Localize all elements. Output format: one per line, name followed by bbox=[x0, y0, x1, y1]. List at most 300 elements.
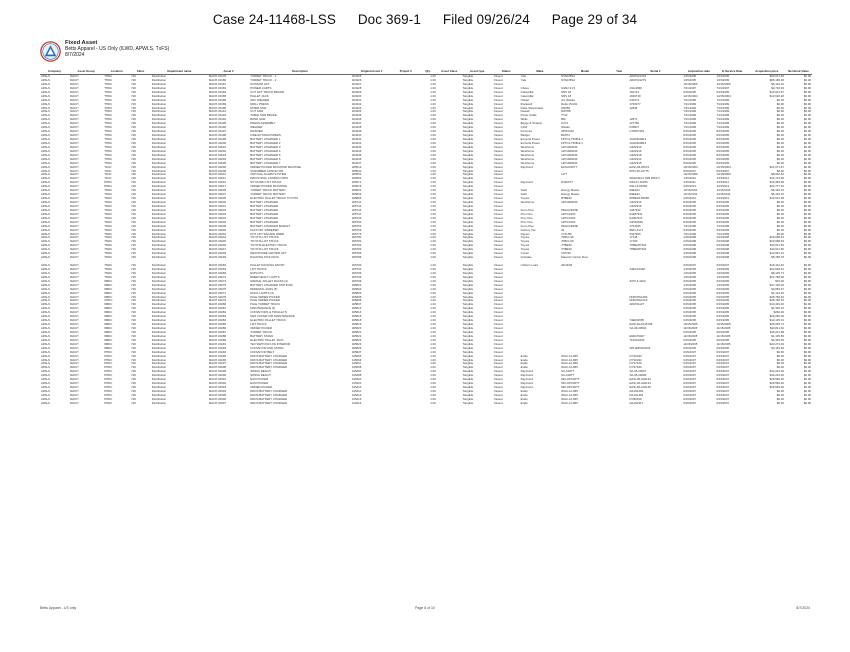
table-cell: 415413 bbox=[351, 397, 362, 401]
table-cell: 415414 bbox=[351, 401, 362, 405]
table-cell: MACH bbox=[70, 295, 79, 299]
table-cell: APALS bbox=[41, 382, 50, 386]
table-cell: FACTORY SWEEPER bbox=[250, 228, 279, 232]
table-cell: MACH bbox=[70, 173, 79, 177]
table-cell: $0.00 bbox=[803, 134, 811, 138]
table-cell: 405578 bbox=[351, 185, 362, 189]
table-cell: 7169G9230 bbox=[629, 338, 645, 342]
table-cell: 405759 bbox=[351, 228, 362, 232]
table-cell: $13,621.87 bbox=[769, 90, 784, 94]
table-cell: PALLET RACKING ENTRY bbox=[250, 264, 285, 268]
table-cell: POWER CARTS bbox=[250, 86, 272, 90]
table-cell: 720 bbox=[131, 197, 136, 201]
table-cell: $28,768.33 bbox=[769, 299, 784, 303]
table-cell: 1.00 bbox=[430, 193, 436, 197]
table-cell: 404343 bbox=[351, 145, 362, 149]
table-cell: 1.00 bbox=[430, 165, 436, 169]
table-cell: $28,569.00 bbox=[769, 378, 784, 382]
table-cell: PHDC bbox=[104, 354, 113, 358]
table-cell: APALS bbox=[41, 161, 50, 165]
table-cell: APALS bbox=[41, 374, 50, 378]
table-cell: 12/15/2011 bbox=[683, 193, 698, 197]
table-cell: PEGC2R15E bbox=[561, 208, 578, 212]
table-cell: Westhome bbox=[520, 145, 535, 149]
table-cell: Closed bbox=[493, 244, 503, 248]
table-cell: 11/15/2005 bbox=[683, 342, 698, 346]
table-cell: Closed bbox=[493, 264, 503, 268]
table-cell: Tangible bbox=[462, 374, 474, 378]
table-cell: 720 bbox=[131, 397, 136, 401]
table-cell: 1.00 bbox=[430, 134, 436, 138]
table-cell: Arc Welder bbox=[561, 98, 576, 102]
table-cell: NBDC bbox=[104, 283, 113, 287]
table-cell: BAND SAW bbox=[250, 118, 266, 122]
table-cell: Exide bbox=[520, 358, 528, 362]
table-cell: APALS bbox=[41, 228, 50, 232]
table-cell: Raymond bbox=[520, 165, 533, 169]
table-cell: 6/15/2005 bbox=[683, 307, 696, 311]
table-cell: APALS bbox=[41, 307, 50, 311]
table-cell: $0.00 bbox=[803, 397, 811, 401]
table-cell: 1.00 bbox=[430, 374, 436, 378]
table-cell: $0.00 bbox=[803, 401, 811, 405]
table-cell: $28,569.00 bbox=[769, 382, 784, 386]
table-cell: Tangible bbox=[462, 216, 474, 220]
table-cell: THDC bbox=[104, 161, 113, 165]
table-cell: Closed bbox=[493, 358, 503, 362]
table-cell: 1.00 bbox=[430, 390, 436, 394]
table-cell: $25,065.74 bbox=[769, 323, 784, 327]
table-cell: 720 bbox=[131, 370, 136, 374]
table-cell: Tangible bbox=[462, 185, 474, 189]
table-cell: 7/31/1999 bbox=[716, 122, 730, 126]
table-cell: Closed bbox=[493, 256, 503, 260]
table-cell: Toyota bbox=[520, 248, 530, 252]
table-cell: 8/15/2005 bbox=[716, 220, 730, 224]
table-cell: Tangible bbox=[462, 141, 474, 145]
table-cell: THDC bbox=[104, 118, 113, 122]
table-cell: $0.00 bbox=[776, 110, 784, 114]
table-cell: 1.00 bbox=[430, 232, 436, 236]
table-cell: 540-13-81950 bbox=[629, 185, 648, 189]
table-cell: 7/31/1999 bbox=[716, 114, 730, 118]
table-cell: Exide bbox=[520, 397, 528, 401]
table-cell: $0.00 bbox=[803, 393, 811, 397]
table-cell: Tangible bbox=[462, 110, 474, 114]
table-cell: Distribution bbox=[151, 295, 167, 299]
table-cell: 404336 bbox=[351, 118, 362, 122]
table-cell: DROS BATTERY CHARGER bbox=[250, 362, 288, 366]
table-cell: MACH-00295 bbox=[208, 354, 227, 358]
table-cell: 1.00 bbox=[430, 252, 436, 256]
table-cell: MACH bbox=[70, 145, 79, 149]
table-cell: APALS bbox=[41, 323, 50, 327]
table-cell: Ferro Plus bbox=[520, 224, 534, 228]
table-cell: PALE TURRET TRUCK bbox=[250, 303, 281, 307]
table-cell: APALS bbox=[41, 185, 50, 189]
table-cell: 8/15/2005 bbox=[683, 145, 696, 149]
table-cell: Closed bbox=[493, 134, 503, 138]
table-cell: $0.00 bbox=[776, 350, 784, 354]
table-cell: $10,511.50 bbox=[769, 244, 784, 248]
table-cell: Closed bbox=[493, 169, 503, 173]
table-cell: 6/15/2005 bbox=[683, 287, 696, 291]
table-cell: 720 bbox=[131, 98, 136, 102]
table-cell: Tangible bbox=[462, 102, 474, 106]
table-cell: 1.00 bbox=[430, 118, 436, 122]
table-cell: Swift bbox=[520, 193, 527, 197]
table-cell: THDC bbox=[104, 78, 113, 82]
table-cell: 720 bbox=[131, 86, 136, 90]
table-cell: Tangible bbox=[462, 236, 474, 240]
table-cell: MACH-00247 bbox=[208, 248, 227, 252]
table-cell: 405822 bbox=[351, 334, 362, 338]
table-cell: 12/15/2004 bbox=[683, 94, 698, 98]
table-cell: Closed bbox=[493, 185, 503, 189]
table-cell: 1.00 bbox=[430, 295, 436, 299]
table-cell: Energy Master bbox=[561, 193, 580, 197]
table-cell: BATTERY CHARGER 1 bbox=[250, 138, 281, 142]
table-cell: APALS bbox=[41, 342, 50, 346]
table-cell: Factory Cat bbox=[520, 228, 536, 232]
table-cell: Tangible bbox=[462, 181, 474, 185]
table-cell: THDC bbox=[104, 114, 113, 118]
table-cell: MACH-00307 bbox=[208, 401, 227, 405]
table-cell: 1177 bbox=[561, 173, 568, 177]
table-cell: Distribution bbox=[151, 161, 167, 165]
table-cell: MACH-00201 bbox=[208, 145, 227, 149]
table-cell: Raymond bbox=[520, 386, 533, 390]
table-cell: SA-05-20007 bbox=[629, 370, 647, 374]
table-cell: 720 bbox=[131, 244, 136, 248]
table-cell: 720 bbox=[131, 342, 136, 346]
table-cell: TURRET TRUCK - 1 bbox=[250, 74, 277, 79]
table-cell: 1.00 bbox=[430, 393, 436, 397]
table-cell: $0.00 bbox=[803, 173, 811, 177]
table-cell: MACH-00230 bbox=[208, 201, 227, 205]
table-cell: MACH-00188 bbox=[208, 98, 227, 102]
table-cell: $0.00 bbox=[776, 141, 784, 145]
table-cell: 1.00 bbox=[430, 201, 436, 205]
table-cell: 404332 bbox=[351, 102, 362, 106]
table-cell: Distribution bbox=[151, 299, 167, 303]
table-cell: 404344 bbox=[351, 149, 362, 153]
table-cell: LIFT TRUCK bbox=[250, 267, 267, 271]
table-cell: 1.00 bbox=[430, 248, 436, 252]
table-cell: NRS 18 bbox=[561, 94, 572, 98]
table-cell: 7/31/1999 bbox=[683, 126, 696, 130]
table-cell: APALS bbox=[41, 248, 50, 252]
table-cell: MACH bbox=[70, 350, 79, 354]
table-cell: APALS bbox=[41, 390, 50, 394]
table-cell: Tangible bbox=[462, 240, 474, 244]
table-cell: MACH bbox=[70, 90, 79, 94]
table-cell: MACH bbox=[70, 197, 79, 201]
table-cell: MACH bbox=[70, 248, 79, 252]
table-cell: 6/15/2005 bbox=[716, 228, 730, 232]
table-cell: Toyota bbox=[520, 197, 530, 201]
table-cell: Distribution bbox=[151, 169, 167, 173]
table-cell: Distribution bbox=[151, 118, 167, 122]
table-cell: 10/15/2005 bbox=[716, 323, 731, 327]
table-cell: 1.00 bbox=[430, 401, 436, 405]
table-cell: MACH bbox=[70, 244, 79, 248]
table-cell: 405742 bbox=[351, 204, 362, 208]
table-cell: MACH-00286 bbox=[208, 327, 227, 331]
table-cell: APALS bbox=[41, 90, 50, 94]
table-cell: APALS bbox=[41, 141, 50, 145]
fixed-asset-table bbox=[40, 70, 812, 406]
table-cell: 405831 bbox=[351, 189, 362, 193]
table-cell: APALS bbox=[41, 78, 50, 82]
table-cell: 720 bbox=[131, 271, 136, 275]
table-cell: 404347 bbox=[351, 161, 362, 165]
table-cell: Tangible bbox=[462, 291, 474, 295]
table-cell: $0.00 bbox=[776, 362, 784, 366]
table-cell: 8/15/2005 bbox=[716, 138, 730, 142]
table-cell: Badger bbox=[520, 134, 530, 138]
table-cell: $0.00 bbox=[803, 138, 811, 142]
table-cell: MACH-00297 bbox=[208, 362, 227, 366]
table-cell: Distribution bbox=[151, 382, 167, 386]
table-cell: Closed bbox=[493, 157, 503, 161]
table-cell: WGC-12-865 bbox=[561, 401, 578, 405]
table-cell: MACH-00282 bbox=[208, 311, 227, 315]
table-cell: APALS bbox=[41, 271, 50, 275]
table-cell: Tangible bbox=[462, 264, 474, 268]
table-cell: Tangible bbox=[462, 275, 474, 279]
table-cell: 11/15/2005 bbox=[716, 342, 731, 346]
table-cell: Closed bbox=[493, 283, 503, 287]
table-cell: Closed bbox=[493, 138, 503, 142]
table-cell: MACH bbox=[70, 311, 79, 315]
table-cell: Closed bbox=[493, 236, 503, 240]
table-cell: $0.00 bbox=[803, 330, 811, 334]
table-cell: 7/31/1999 bbox=[716, 98, 730, 102]
table-cell: 6/15/2005 bbox=[716, 279, 730, 283]
table-cell: 7/31/1999 bbox=[683, 224, 696, 228]
table-cell: APALS bbox=[41, 220, 50, 224]
table-cell: Exide bbox=[520, 354, 528, 358]
table-cell: Distribution bbox=[151, 232, 167, 236]
table-cell: Closed bbox=[493, 86, 503, 90]
table-cell: $0.00 bbox=[803, 279, 811, 283]
column-header: Department name bbox=[151, 70, 208, 75]
table-cell: Closed bbox=[493, 279, 503, 283]
table-cell: Exide bbox=[520, 366, 528, 370]
table-cell: Distribution bbox=[151, 279, 167, 283]
table-cell: 1.00 bbox=[430, 311, 436, 315]
table-cell: 1.00 bbox=[430, 185, 436, 189]
table-cell: 2/15/2011 bbox=[716, 181, 729, 185]
table-cell: $0.00 bbox=[776, 204, 784, 208]
table-cell: Closed bbox=[493, 94, 503, 98]
table-cell: MACH bbox=[70, 299, 79, 303]
table-cell: 6/15/2005 bbox=[716, 346, 730, 350]
table-cell: Distribution bbox=[151, 130, 167, 134]
column-header: Description bbox=[249, 70, 351, 75]
table-cell: Closed bbox=[493, 224, 503, 228]
table-cell: $0.00 bbox=[803, 98, 811, 102]
table-cell: 405807 bbox=[351, 303, 362, 307]
table-cell: 720 bbox=[131, 291, 136, 295]
table-cell: 6/15/2007 bbox=[716, 350, 730, 354]
table-cell: $0.00 bbox=[803, 295, 811, 299]
table-cell: 404331 bbox=[351, 98, 362, 102]
table-cell: WGC-12-865 bbox=[561, 390, 578, 394]
table-cell: APALS bbox=[41, 252, 50, 256]
table-cell: MACH-00288 bbox=[208, 334, 227, 338]
table-cell: EASI-09-00513 bbox=[629, 165, 649, 169]
table-cell: 1/15/2005 bbox=[683, 78, 696, 82]
table-cell: 6/15/2007 bbox=[683, 393, 696, 397]
table-cell: 6/15/2005 bbox=[683, 299, 696, 303]
table-cell: $86,186.38 bbox=[769, 78, 784, 82]
table-cell: 1.00 bbox=[430, 342, 436, 346]
table-cell: $1,105.89 bbox=[771, 334, 784, 338]
table-cell: 12P/C0100 bbox=[561, 216, 576, 220]
table-cell: 404330 bbox=[351, 94, 362, 98]
table-cell: Tangible bbox=[462, 366, 474, 370]
table-cell: BATTERY CHARGER bbox=[250, 216, 279, 220]
table-cell: TNDC bbox=[104, 208, 113, 212]
table-cell: MAINTENANCE (4) bbox=[250, 307, 276, 311]
table-cell: 8/15/2005 bbox=[683, 130, 696, 134]
table-cell: Closed bbox=[493, 271, 503, 275]
table-cell: Distribution bbox=[151, 366, 167, 370]
table-cell: $0.00 bbox=[803, 256, 811, 260]
table-cell: Toyota bbox=[520, 236, 530, 240]
table-cell: 6/15/2005 bbox=[716, 299, 730, 303]
table-cell: Tangible bbox=[462, 126, 474, 130]
column-header: Asset Class bbox=[437, 70, 462, 75]
table-cell: Tangible bbox=[462, 98, 474, 102]
table-cell: $0.00 bbox=[803, 287, 811, 291]
table-cell: $28,569.00 bbox=[769, 386, 784, 390]
table-cell: $0.00 bbox=[803, 106, 811, 110]
table-cell: 404328 bbox=[351, 86, 362, 90]
table-cell: Closed bbox=[493, 275, 503, 279]
table-cell: Distribution bbox=[151, 358, 167, 362]
table-cell: 6/15/2005 bbox=[716, 338, 730, 342]
table-cell: $0.00 bbox=[803, 236, 811, 240]
table-cell: 6/15/2005 bbox=[716, 291, 730, 295]
table-cell: MACH-00194 bbox=[208, 118, 227, 122]
table-cell: 1.00 bbox=[430, 279, 436, 283]
table-cell: $0.00 bbox=[803, 110, 811, 114]
table-cell: G4ZZ215 bbox=[629, 161, 642, 165]
table-cell: TOYOTA ELECTRIC TRUCK bbox=[250, 244, 287, 248]
report-subtitle: Betts Apparel - US Only (ILWD, APWLS, TxFS) bbox=[65, 45, 170, 52]
table-cell: 1.00 bbox=[430, 145, 436, 149]
table-cell: Tangible bbox=[462, 252, 474, 256]
table-cell: MACH bbox=[70, 94, 79, 98]
table-cell: 184744 bbox=[629, 90, 639, 94]
table-cell: 405816 bbox=[351, 315, 362, 319]
table-cell: $0.00 bbox=[803, 275, 811, 279]
table-cell: $20,098.63 bbox=[769, 236, 784, 240]
table-cell: PHDC bbox=[104, 181, 113, 185]
table-cell: MACH-00299 bbox=[208, 370, 227, 374]
table-cell: DROS BATTERY CHARGER bbox=[250, 354, 288, 358]
table-cell: 6/15/2007 bbox=[683, 390, 696, 394]
table-cell: Distribution bbox=[151, 189, 167, 193]
table-cell: MACH-00192 bbox=[208, 114, 227, 118]
table-cell: C76057402 bbox=[629, 130, 645, 134]
table-cell: 720 bbox=[131, 327, 136, 331]
table-cell: 2/15/2011 bbox=[683, 181, 696, 185]
table-cell: 405513 bbox=[351, 165, 362, 169]
table-cell: $0.00 bbox=[776, 138, 784, 142]
table-cell: BATTERY CHARGER 5 bbox=[250, 153, 281, 157]
table-cell: 404326 bbox=[351, 78, 362, 82]
table-cell: Tangible bbox=[462, 279, 474, 283]
table-cell: 720 bbox=[131, 323, 136, 327]
table-cell: Distribution bbox=[151, 145, 167, 149]
table-cell: $0.00 bbox=[803, 319, 811, 323]
table-cell: 405796 bbox=[351, 271, 362, 275]
table-cell: MACH bbox=[70, 291, 79, 295]
table-cell: Closed bbox=[493, 374, 503, 378]
table-cell: MACH-00206 bbox=[208, 165, 227, 169]
table-cell: A8AT03127S bbox=[629, 78, 647, 82]
table-cell: THDC bbox=[104, 130, 113, 134]
table-cell: APALS bbox=[41, 350, 50, 354]
table-cell: Tangible bbox=[462, 173, 474, 177]
table-cell: Closed bbox=[493, 153, 503, 157]
table-cell: 405832 bbox=[351, 193, 362, 197]
report-date: 8/7/2024 bbox=[65, 51, 85, 58]
table-cell: 405802 bbox=[351, 287, 362, 291]
table-cell: 415410 bbox=[351, 386, 362, 390]
table-cell: Closed bbox=[493, 291, 503, 295]
table-cell: $0.00 bbox=[803, 197, 811, 201]
table-cell: 6/15/2007 bbox=[716, 264, 730, 268]
table-cell: 405821 bbox=[351, 330, 362, 334]
table-cell: SCISSOR LIFT bbox=[250, 82, 270, 86]
table-cell: Tangible bbox=[462, 346, 474, 350]
table-cell: $47,100.00 bbox=[769, 283, 784, 287]
table-cell: DYB0516 bbox=[629, 397, 642, 401]
table-cell: MACH bbox=[70, 271, 79, 275]
table-cell: 6/15/2005 bbox=[716, 90, 730, 94]
table-cell: $0.00 bbox=[803, 362, 811, 366]
table-cell: 404338 bbox=[351, 126, 362, 130]
table-cell: Closed bbox=[493, 74, 503, 79]
table-cell: Closed bbox=[493, 216, 503, 220]
table-cell: PHDC bbox=[104, 366, 113, 370]
table-cell: $12,001.08 bbox=[769, 197, 784, 201]
table-cell: 7/31/1999 bbox=[716, 126, 730, 130]
table-cell: APALS bbox=[41, 330, 50, 334]
table-cell: Tangible bbox=[462, 201, 474, 205]
table-cell: MACH bbox=[70, 283, 79, 287]
table-cell: $0.00 bbox=[803, 232, 811, 236]
table-cell: $0.00 bbox=[803, 145, 811, 149]
table-cell: 6/15/2007 bbox=[683, 362, 696, 366]
table-cell: PHDC bbox=[104, 393, 113, 397]
table-cell: $0.00 bbox=[803, 126, 811, 130]
table-cell: Closed bbox=[493, 240, 503, 244]
table-cell: Closed bbox=[493, 307, 503, 311]
table-cell: 6/15/2005 bbox=[683, 295, 696, 299]
table-cell: WGC-12-865 bbox=[561, 354, 578, 358]
table-cell: APALS bbox=[41, 82, 50, 86]
table-cell: THDC bbox=[104, 86, 113, 90]
table-cell: 720 bbox=[131, 311, 136, 315]
table-cell: MACH bbox=[70, 264, 79, 268]
table-cell: Tangible bbox=[462, 334, 474, 338]
